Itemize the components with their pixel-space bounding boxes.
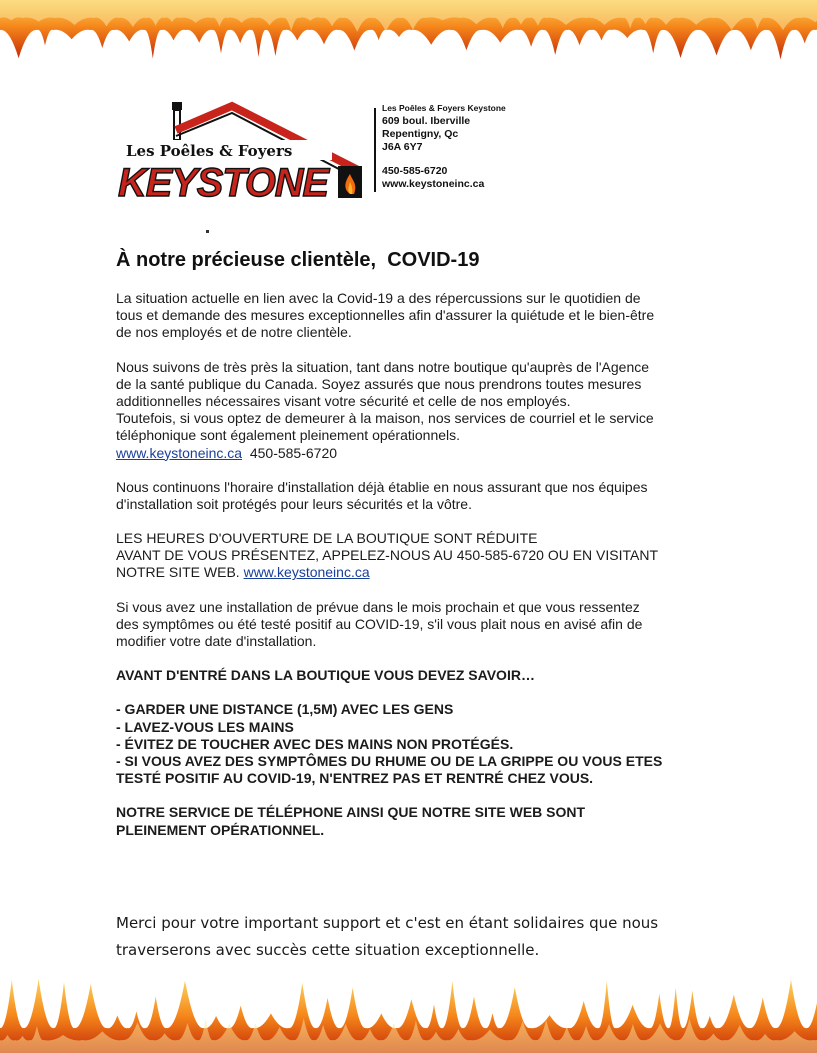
phone-number: 450-585-6720 [249,444,338,461]
contact-website: www.keystoneinc.ca [382,178,485,190]
website-link[interactable]: www.keystoneinc.ca [116,444,243,461]
rules-heading: AVANT D'ENTRÉ DANS LA BOUTIQUE VOUS DEVEZ SAVOIR… [116,667,535,684]
logo-brand: KEYSTONE [118,161,331,202]
notice-line: NOTRE SERVICE DE TÉLÉPHONE AINSI QUE NOTRE SITE WEB SONT [116,804,586,821]
address-line-2: Repentigny, Qc [382,128,459,140]
hours-line: LES HEURES D'OUVERTURE DE LA BOUTIQUE SONT RÉDUITE [116,530,538,547]
keystone-logo [112,100,372,202]
flame-icon [0,0,817,62]
website-link-2[interactable]: www.keystoneinc.ca [243,564,370,581]
letter-body [116,290,716,839]
contact-block [382,102,506,191]
rule-item: - SI VOUS AVEZ DES SYMPTÔMES DU RHUME OU DE LA GRIPPE OU VOUS ETES [116,752,663,769]
rule-item: - GARDER UNE DISTANCE (1,5M) AVEC LES GENS [116,701,454,718]
call-line: AVANT DE VOUS PRÉSENTEZ, APPELEZ-NOUS AU 450-585-6720 OU EN VISITANT [116,547,659,564]
letter-title: À notre précieuse clientèle, COVID-19 [116,249,480,271]
closing-line: Merci pour votre important support et c'est en étant solidaires que nous [116,914,659,932]
site-line [116,564,716,581]
logo-tagline: Les Poêles & Foyers [126,142,293,160]
paragraph-line: d'installation soit protégés pour leurs sécurités et la vôtre. [116,495,472,512]
site-prefix: NOTRE SITE WEB. [116,564,240,581]
closing-message [116,910,658,964]
contact-phone: 450-585-6720 [382,165,448,177]
flame-icon [0,968,817,1053]
paragraph-line: téléphonique sont également pleinement opérationnels. [116,427,461,444]
paragraph-line: La situation actuelle en lien avec la Covid-19 a des répercussions sur le quotidien de [116,290,641,306]
postal-code: J6A 6Y7 [382,141,423,153]
paragraph-line: Si vous avez une installation de prévue dans le mois prochain et que vous ressentez [116,598,640,615]
rule-item: - ÉVITEZ DE TOUCHER AVEC DES MAINS NON PROTÉGÉS. [116,735,514,752]
website-phone-line [116,445,716,462]
header-divider [374,108,376,192]
paragraph-line: modifier votre date d'installation. [116,633,317,649]
rule-item: - LAVEZ-VOUS LES MAINS [116,718,294,735]
paragraph-line: de la santé publique du Canada. Soyez assurés que nous prendrons toutes mesures [116,375,642,392]
paragraph-line: Toutefois, si vous optez de demeurer à la maison, nos services de courriel et le service [116,410,654,427]
bottom-flame-border [0,968,817,1053]
paragraph-line: de nos employés et de notre clientèle. [116,324,352,341]
paragraph-line: des symptômes ou été testé positif au COVID-19, s'il vous plait nous en avisé afin de [116,615,643,632]
address-line-1: 609 boul. Iberville [382,115,471,127]
closing-line: traverserons avec succès cette situation exceptionnelle. [116,941,540,959]
paragraph-line: tous et demande des mesures exceptionnelles afin d'assurer la quiétude et le bien-être [116,307,655,324]
paragraph-line: Nous suivons de très près la situation, tant dans notre boutique qu'auprès de l'Agence [116,358,650,375]
company-name: Les Poêles & Foyers Keystone [382,103,506,113]
paragraph-line: additionnelles nécessaires visant votre sécurité et celle de nos employés. [116,392,571,409]
paragraph-line: Nous continuons l'horaire d'installation déjà établie en nous assurant que nos équipes [116,478,648,495]
top-flame-border [0,0,817,62]
notice-line: PLEINEMENT OPÉRATIONNEL. [116,821,325,838]
rule-item: TESTÉ POSITIF AU COVID-19, N'ENTREZ PAS ET RENTRÉ CHEZ VOUS. [116,770,594,787]
scan-mark [206,230,209,233]
